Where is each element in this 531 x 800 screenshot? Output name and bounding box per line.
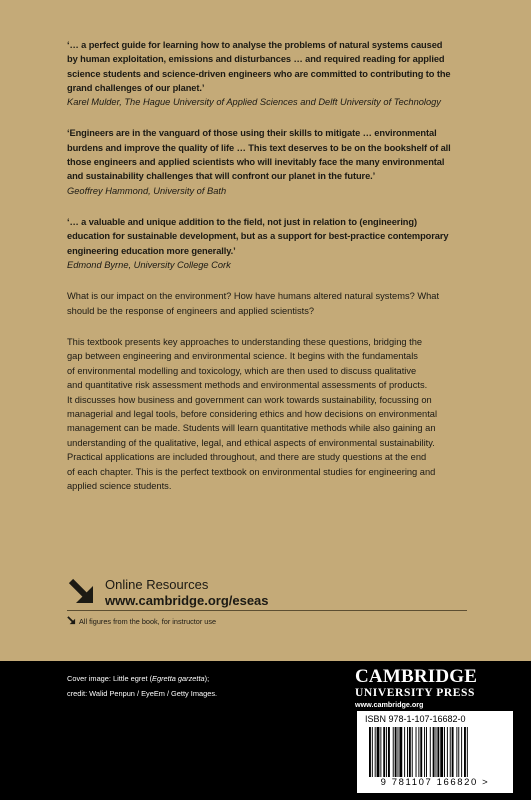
publisher-logo: [355, 667, 486, 711]
quote-line: those engineers and applied scientists who will inevitably face the many environmental: [67, 157, 445, 168]
quote-attribution: Edmond Byrne, University College Cork: [67, 259, 231, 270]
quote-line: ‘Engineers are in the vanguard of those using their skills to mitigate … environmental: [67, 128, 437, 139]
description-line: of each chapter. This is the perfect textbook on environmental studies for engineering and: [67, 466, 436, 477]
footer-band: [0, 661, 531, 800]
barcode-digits: [357, 777, 513, 789]
quote-line: ‘… a perfect guide for learning how to analyse the problems of natural systems caused: [67, 40, 443, 50]
endorsement-quote: [67, 38, 467, 109]
online-resources-title: Online Resources: [105, 577, 209, 592]
quote-line: education for sustainable development, but as a support for best-practice contemporary: [67, 231, 449, 242]
resource-note-text: All figures from the book, for instructor use: [79, 617, 217, 626]
isbn-label: ISBN 978-1-107-16682-0: [365, 714, 466, 724]
barcode-number: 9 781107 166820: [380, 777, 478, 788]
credit-line-2: credit: Walid Penpun / EyeEm / Getty Images.: [67, 689, 218, 698]
barcode: [357, 711, 513, 793]
text-column: [67, 38, 467, 493]
endorsement-quote: [67, 215, 467, 272]
credit-prefix: Cover image: Little egret (: [67, 674, 153, 683]
quote-line: engineering education more generally.’: [67, 245, 236, 256]
quote-line: burdens and improve the quality of life … This text deserves to be on the bookshelf of all: [67, 142, 451, 153]
barcode-bars: [369, 727, 501, 777]
credit-suffix: );: [204, 674, 210, 683]
intro-line: should be the response of engineers and applied scientists?: [67, 305, 315, 316]
arrow-down-right-icon: [67, 616, 76, 625]
publisher-subname: UNIVERSITY PRESS: [355, 687, 476, 699]
credit-line-1: [67, 671, 307, 686]
description-line: management can be made. Students will learn quantitative methods while also gaining an: [67, 423, 436, 434]
intro-paragraph: [67, 289, 467, 318]
intro-line: What is our impact on the environment? How have humans altered natural systems? What: [67, 291, 440, 302]
description-line: of environmental modelling and toxicology, which are then used to discuss qualitative: [67, 365, 417, 376]
description-line: This textbook presents key approaches to understanding these questions, bridging the: [67, 336, 423, 347]
quote-attribution: Karel Mulder, The Hague University of Applied Sciences and Delft University of Technology: [67, 97, 441, 108]
endorsement-quote: [67, 126, 467, 197]
online-resources-link[interactable]: www.cambridge.org/eseas: [105, 593, 269, 608]
arrow-down-right-icon: [67, 577, 99, 609]
description-paragraph: [67, 335, 467, 493]
publisher-name: CAMBRIDGE: [355, 666, 478, 687]
quote-line: science students and science-driven engineers who are committed to contributing to the: [67, 68, 451, 79]
quote-attribution: Geoffrey Hammond, University of Bath: [67, 185, 227, 196]
publisher-url: www.cambridge.org: [355, 700, 424, 709]
cover-image-credit: [67, 671, 307, 701]
quote-line: and sustainability challenges that will confront our planet in the future.’: [67, 171, 376, 182]
description-line: gap between engineering and environmental science. It begins with the fundamentals: [67, 351, 418, 362]
description-line: managerial and legal tools, before considering ethics and how decisions on environmental: [67, 409, 438, 419]
quote-line: ‘… a valuable and unique addition to the field, not just in relation to (engineering): [67, 216, 417, 227]
description-line: and quantitative risk assessment methods and environmental assessments of products.: [67, 380, 428, 391]
description-line: It discusses how business and government can work towards sustainability, focussing on: [67, 394, 432, 405]
description-line: Practical applications are included throughout, and there are study questions at the end: [67, 452, 427, 463]
divider: [67, 610, 467, 611]
resource-note: [67, 616, 216, 627]
quote-line: by human exploitation, emissions and disturbances … and required reading for applied: [67, 54, 445, 65]
quote-line: grand challenges of our planet.’: [67, 82, 205, 93]
description-line: applied science students.: [67, 481, 172, 492]
description-line: understanding of the qualitative, legal, and ethical aspects of environmental sustainability.: [67, 437, 435, 448]
barcode-arrow: >: [482, 777, 490, 788]
credit-species: Egretta garzetta: [152, 674, 205, 683]
